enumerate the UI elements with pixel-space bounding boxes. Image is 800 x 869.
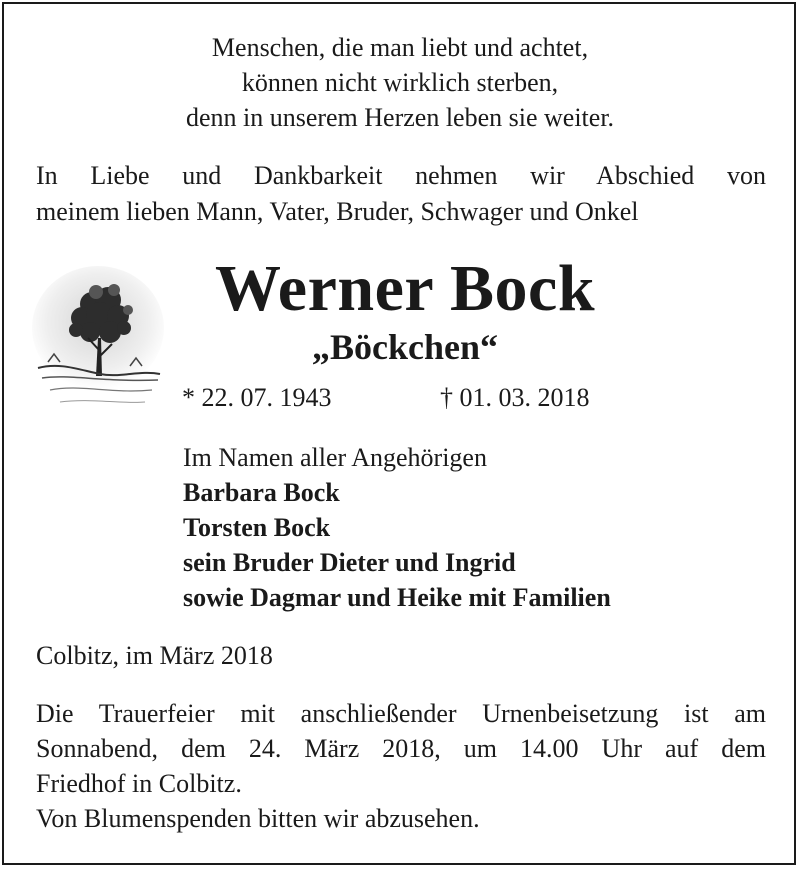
mourner-name: Torsten Bock xyxy=(183,513,331,542)
tree-landscape-icon xyxy=(30,258,165,423)
memorial-poem xyxy=(0,30,800,135)
deceased-nickname: „Böckchen“ xyxy=(311,327,498,367)
farewell-intro xyxy=(36,158,766,230)
intro-line: In Liebe und Dankbarkeit nehmen wir Abschied von xyxy=(36,161,766,190)
deceased-name: Werner Bock xyxy=(214,252,596,325)
place-date: Colbitz, im März 2018 xyxy=(36,641,273,670)
poem-line: Menschen, die man liebt und achtet, xyxy=(211,33,589,62)
funeral-info xyxy=(36,696,766,836)
funeral-line: Die Trauerfeier mit anschließender Urnenbeisetzung ist am xyxy=(36,699,766,728)
mourners-list xyxy=(183,440,611,615)
funeral-line: Sonnabend, dem 24. März 2018, um 14.00 Uhr auf dem xyxy=(36,734,766,763)
mourner-name: sein Bruder Dieter und Ingrid xyxy=(183,548,516,577)
intro-line: meinem lieben Mann, Vater, Bruder, Schwager und Onkel xyxy=(36,197,639,226)
funeral-line: Von Blumenspenden bitten wir abzusehen. xyxy=(36,804,480,833)
birth-date: * 22. 07. 1943 xyxy=(182,383,332,412)
mourner-name: Barbara Bock xyxy=(183,478,340,507)
mourners-intro: Im Namen aller Angehörigen xyxy=(183,443,487,472)
death-date: † 01. 03. 2018 xyxy=(440,383,590,412)
poem-line: können nicht wirklich sterben, xyxy=(241,68,559,97)
poem-line: denn in unserem Herzen leben sie weiter. xyxy=(185,103,615,132)
funeral-line: Friedhof in Colbitz. xyxy=(36,769,242,798)
mourner-name: sowie Dagmar und Heike mit Familien xyxy=(183,583,611,612)
